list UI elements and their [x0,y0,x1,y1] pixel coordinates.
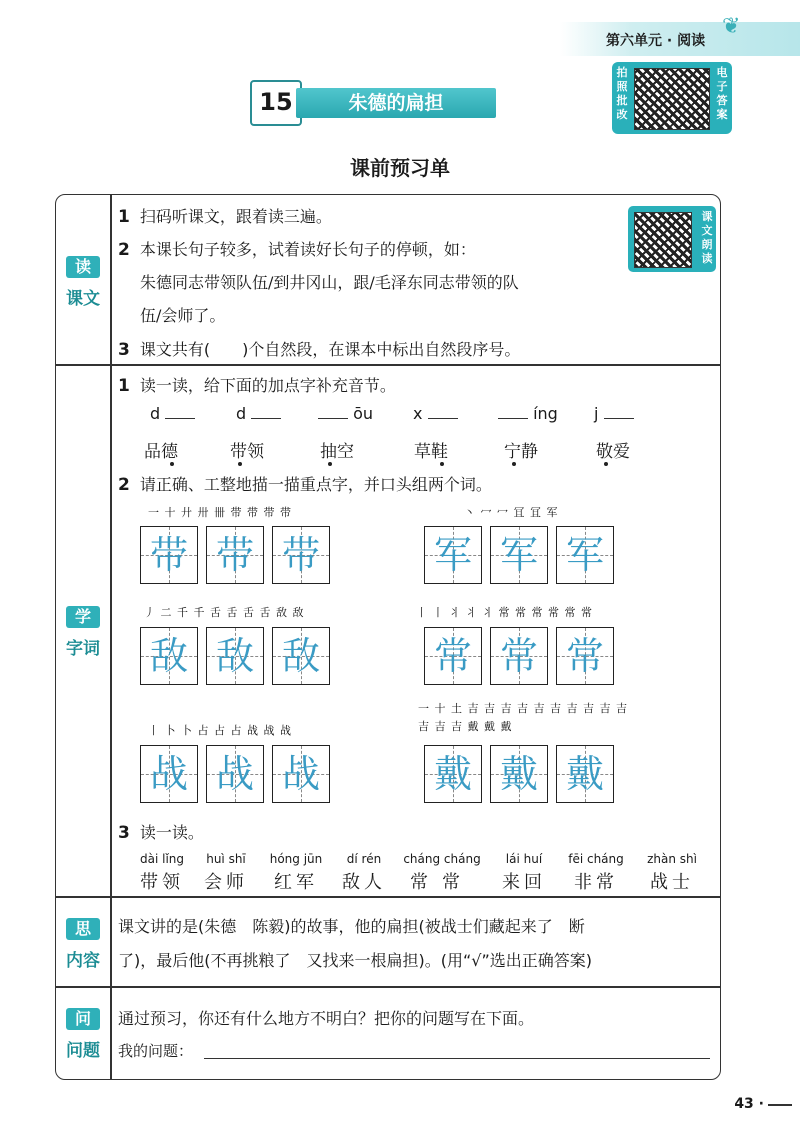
page-number: 43 · [734,1096,764,1112]
word-4: 草鞋 [414,442,448,462]
section-think-tag: 思 [66,918,100,940]
row-divider-2 [55,896,721,898]
tracing-cell[interactable]: 军 [424,526,482,584]
page-title: 课前预习单 [350,156,450,180]
word-1: 品德 [144,442,178,462]
learn-q2: 2 请正确、工整地描一描重点字，并口头组两个词。 [118,475,492,495]
qr-left-label: 拍照批改 [616,66,628,121]
section-think [63,918,103,971]
stroke-order: 丨 卜 卜 占 占 占 战 战 战 [148,724,292,737]
tracing-cell[interactable]: 战 [272,745,330,803]
stroke-order: 丿 二 千 千 舌 舌 舌 舌 敌 敌 [144,606,305,619]
word-5: 宁静 [504,442,538,462]
read-q2-sentence-1: 朱德同志带领队伍/到井冈山，跟/毛泽东同志带领的队 [140,273,519,292]
read-word-5: 常常 [410,872,474,893]
read-q1: 1 扫码听课文，跟着读三遍。 [118,207,332,227]
pinyin-blank-5[interactable]: íng [498,404,558,423]
lesson-number: 15 [250,80,302,126]
pinyin-blank-4[interactable]: x [413,404,458,423]
qr-code-icon[interactable] [634,212,692,268]
read-pinyin-3: hóng jūn [269,852,323,866]
tracing-cell[interactable]: 常 [556,627,614,685]
tracing-cell[interactable]: 戴 [424,745,482,803]
stroke-order: 丶 冖 冖 冝 冝 军 [464,506,559,519]
leaf-icon: ❦ [722,14,741,39]
read-word-3: 红军 [274,872,318,893]
section-read-label: 课文 [66,289,100,309]
read-pinyin-6: lái huí [505,852,543,866]
section-ask [63,1008,103,1061]
tracing-cell[interactable]: 战 [206,745,264,803]
learn-q1: 1 读一读，给下面的加点字补充音节。 [118,376,396,396]
read-word-8: 战士 [650,872,694,893]
pinyin-blank-3[interactable]: ōu [318,404,373,423]
pinyin-blank-2[interactable]: d [236,404,281,423]
qr-answer-block[interactable] [612,62,732,134]
tracing-cell[interactable]: 军 [490,526,548,584]
qr-code-icon[interactable] [634,68,710,130]
word-3: 抽空 [320,442,354,462]
tracing-cell[interactable]: 敌 [140,627,198,685]
emphasis-dot [238,462,242,466]
tracing-cell[interactable]: 戴 [556,745,614,803]
section-think-label: 内容 [66,951,100,971]
emphasis-dot [170,462,174,466]
ask-text: 通过预习，你还有什么地方不明白？把你的问题写在下面。 [118,1009,535,1028]
tracing-cell[interactable]: 敌 [272,627,330,685]
emphasis-dot [512,462,516,466]
qr-reading-block[interactable] [628,206,716,272]
tracing-cell[interactable]: 常 [490,627,548,685]
learn-q3: 3 读一读。 [118,823,204,843]
stroke-order: 一 十 土 吉 吉 吉 吉 吉 吉 吉 吉 吉 吉 吉 吉 吉 戴 戴 戴 [418,702,628,733]
tracing-cell[interactable]: 战 [140,745,198,803]
think-text-1: 课文讲的是(朱德 陈毅)的故事，他的扁担(被战士们藏起来了 断 [118,917,585,936]
tracing-cell[interactable]: 带 [206,526,264,584]
read-pinyin-2: huì shī [206,852,246,866]
read-pinyin-5: cháng cháng [403,852,481,866]
row-divider-1 [55,364,721,366]
read-word-2: 会师 [204,872,248,893]
section-learn [63,606,103,659]
ask-prompt: 我的问题： [118,1042,194,1060]
read-pinyin-4: dí rén [346,852,382,866]
column-divider [110,194,112,1080]
tracing-cell[interactable]: 带 [272,526,330,584]
tracing-cell[interactable]: 军 [556,526,614,584]
word-2: 带领 [230,442,264,462]
answer-line[interactable] [204,1058,710,1059]
word-6: 敬爱 [596,442,630,462]
read-word-6: 来回 [502,872,546,893]
qr-reading-label: 课文朗读 [701,210,713,265]
read-q2: 2 本课长句子较多，试着读好长句子的停顿，如： [118,240,476,260]
tracing-cell[interactable]: 敌 [206,627,264,685]
read-q3: 3 课文共有( )个自然段，在课本中标出自然段序号。 [118,340,521,360]
emphasis-dot [440,462,444,466]
think-text-2: 了)，最后他(不再挑粮了 又找来一根扁担)。(用“√”选出正确答案) [118,951,592,970]
read-word-4: 敌人 [342,872,386,893]
tracing-cell[interactable]: 带 [140,526,198,584]
section-ask-label: 问题 [66,1041,100,1061]
lesson-title: 朱德的扁担 [296,88,496,118]
page-number-bar [768,1104,792,1106]
emphasis-dot [604,462,608,466]
stroke-order: 一 十 廾 卅 卌 带 带 带 带 [148,506,292,519]
emphasis-dot [328,462,332,466]
read-pinyin-1: dài lǐng [139,852,184,866]
tracing-cell[interactable]: 常 [424,627,482,685]
unit-label: 第六单元 · 阅读 [606,33,706,49]
section-learn-tag: 学 [66,606,100,628]
tracing-cell[interactable]: 戴 [490,745,548,803]
pinyin-blank-1[interactable]: d [150,404,195,423]
read-q2-sentence-2: 伍/会师了。 [140,306,226,325]
qr-right-label: 电子答案 [716,66,728,121]
read-pinyin-7: fēi cháng [568,852,624,866]
row-divider-3 [55,986,721,988]
section-read-tag: 读 [66,256,100,278]
read-pinyin-8: zhàn shì [647,852,697,866]
section-read [63,256,103,309]
section-learn-label: 字词 [66,639,100,659]
stroke-order: 丨 丨 丬 丬 丬 常 常 常 常 常 常 [416,606,593,619]
read-word-7: 非常 [574,872,618,893]
read-word-1: 带领 [140,872,184,893]
pinyin-blank-6[interactable]: j [594,404,634,423]
lesson-title-block [250,72,510,122]
section-ask-tag: 问 [66,1008,100,1030]
